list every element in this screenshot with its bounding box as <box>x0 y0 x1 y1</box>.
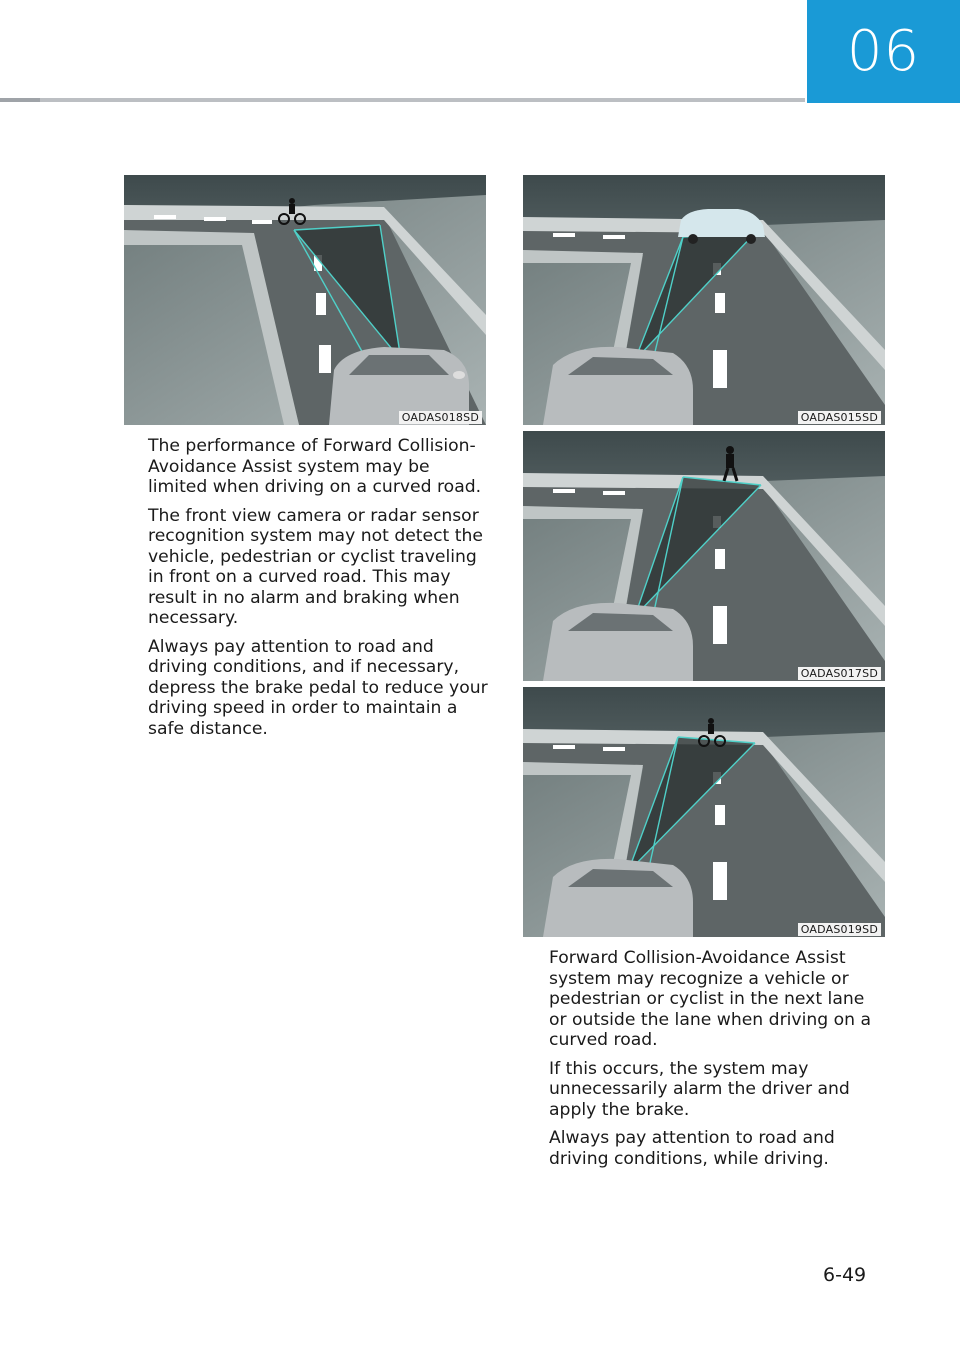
header-rule-accent <box>0 98 40 102</box>
car-icon <box>543 347 693 425</box>
figure-code: OADAS018SD <box>399 411 482 424</box>
car-icon <box>543 603 693 681</box>
figure-cyclist-curve <box>124 175 486 425</box>
figure-code: OADAS017SD <box>798 667 881 680</box>
figure-code: OADAS015SD <box>798 411 881 424</box>
paragraph: The front view camera or radar sensor recognition system may not detect the vehicle, pedestrian or cyclist traveling in front on a curved road. This may result in no alarm and braking when necessary. <box>148 505 483 628</box>
right-text-block <box>549 948 884 1177</box>
left-text-block <box>148 436 493 747</box>
illustration-pedestrian-curve <box>523 431 885 681</box>
illustration-cyclist-next-lane <box>523 687 885 937</box>
car-icon <box>543 859 693 937</box>
figure-pedestrian-curve <box>523 431 885 681</box>
figure-vehicle-curve <box>523 175 885 425</box>
paragraph: If this occurs, the system may unnecessarily alarm the driver and apply the brake. <box>549 1058 850 1120</box>
figure-cyclist-next-lane <box>523 687 885 937</box>
paragraph: The performance of Forward Collision-Avoidance Assist system may be limited when driving on a curved road. <box>148 436 482 497</box>
illustration-cyclist-curve <box>124 175 486 425</box>
illustration-vehicle-curve <box>523 175 885 425</box>
paragraph: Forward Collision-Avoidance Assist system may recognize a vehicle or pedestrian or cyclist in the next lane or outside the lane when driving on a curved road. <box>549 948 872 1050</box>
paragraph: Always pay attention to road and driving conditions, while driving. <box>549 1128 835 1169</box>
page-number: 6-49 <box>823 1264 867 1286</box>
chapter-tab: 06 <box>807 0 960 103</box>
header-rule <box>0 98 805 102</box>
paragraph: Always pay attention to road and driving conditions, and if necessary, depress the brake pedal to reduce your driving speed in order to maintain a safe distance. <box>148 636 488 739</box>
figure-code: OADAS019SD <box>798 923 881 936</box>
